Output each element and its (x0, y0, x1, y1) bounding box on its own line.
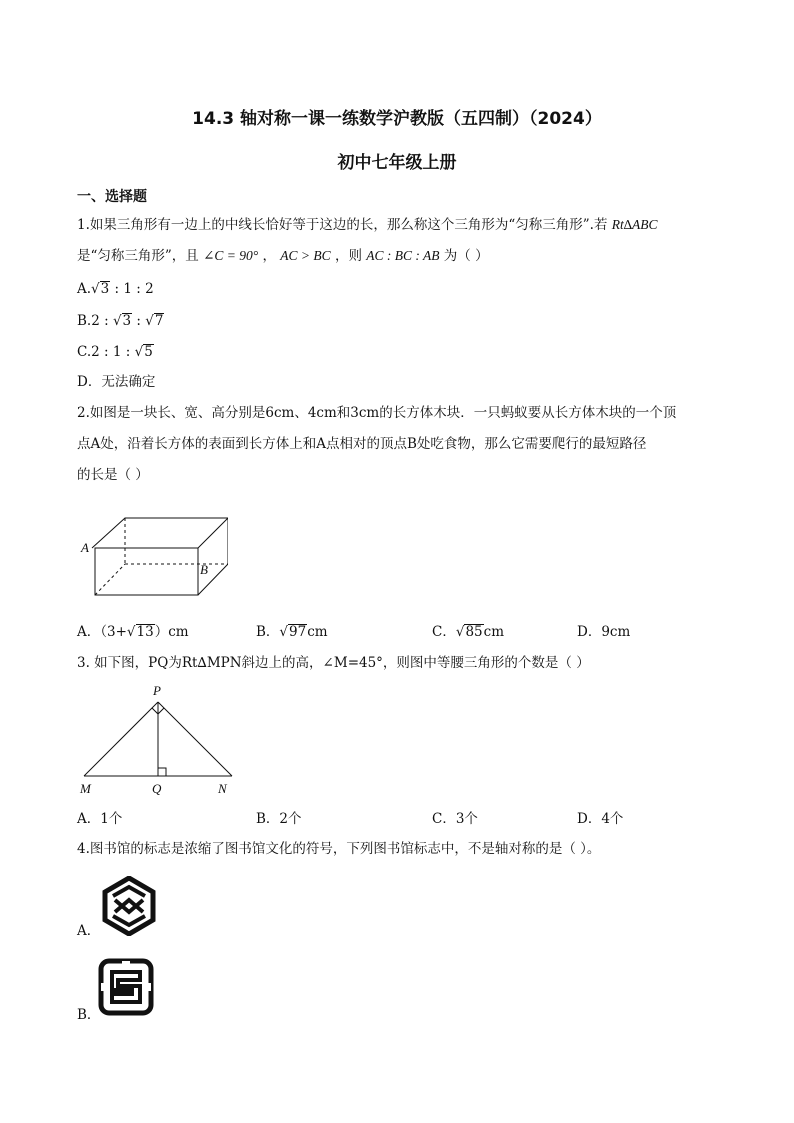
q1-angle-c: ∠C = 90° (203, 248, 259, 263)
page-subtitle: 初中七年级上册 (337, 153, 457, 173)
page-title: 14.3 轴对称一课一练数学沪教版（五四制）（2024） (192, 109, 602, 129)
q1-line2-b: ，则 (330, 248, 367, 264)
q2-option-b-radicand: 97 (289, 624, 307, 640)
q1-option-b-mid: : (132, 313, 146, 329)
q2-option-c[interactable] (432, 619, 504, 645)
q1-ratio: AC : BC : AB (366, 248, 440, 263)
q1-option-b-radicand-2: 7 (154, 313, 164, 329)
q1-option-b-radicand-1: 3 (122, 313, 132, 329)
triangle-side-np (158, 702, 232, 776)
sqrt-icon: √ (126, 624, 136, 640)
cuboid-top-right-edge (198, 518, 228, 548)
q1-option-a-rest: : 1 : 2 (110, 281, 154, 297)
q1-option-c-prefix: C.2 : 1 : (77, 344, 135, 360)
sqrt-icon: √ (91, 281, 100, 297)
label-n: N (218, 781, 227, 796)
q1-line2 (77, 243, 489, 269)
cuboid-front-face (95, 548, 198, 595)
q1-ac-gt-bc: AC > BC (280, 248, 331, 263)
q1-line2-c: 为（ ） (439, 248, 489, 264)
q1-line2-a: 是“匀称三角形”，且 (77, 248, 204, 264)
q3-option-b[interactable]: B．2个 (256, 811, 302, 827)
cuboid-hidden-edges (95, 518, 228, 595)
q2-option-c-suffix: cm (483, 624, 505, 640)
label-m: M (80, 781, 91, 796)
q1-option-a[interactable] (77, 276, 154, 302)
q1-line1 (77, 212, 658, 238)
library-logo-a-icon (101, 876, 157, 936)
q2-option-b[interactable] (256, 619, 328, 645)
q1-option-b[interactable] (77, 308, 164, 334)
q4-text: 4.图书馆的标志是浓缩了图书馆文化的符号，下列图书馆标志中，不是轴对称的是（ ）。 (77, 841, 601, 857)
q1-line2-sep: ， (258, 248, 281, 264)
sqrt-icon: √ (112, 313, 122, 329)
q2-line2: 点A处，沿着长方体的表面到长方体上和A点相对的顶点B处吃食物，那么它需要爬行的最短路径 (77, 436, 647, 452)
q2-line1: 2.如图是一块长、宽、高分别是6cm、4cm和3cm的长方体木块．一只蚂蚁要从长方体木块的一个顶 (77, 405, 677, 421)
q2-option-a-suffix: ）cm (154, 624, 189, 640)
section-heading: 一、选择题 (77, 189, 147, 205)
q1-line1-math: Rt∆ABC (611, 217, 658, 232)
label-q: Q (152, 781, 162, 796)
q2-option-b-prefix: B． (256, 624, 280, 640)
library-logo-b-icon (98, 958, 154, 1016)
triangle-diagram (76, 680, 246, 800)
q1-line1-text: 1.如果三角形有一边上的中线长恰好等于这边的长，那么称这个三角形为“匀称三角形”.若 (77, 217, 612, 233)
q3-option-d[interactable]: D．4个 (577, 811, 624, 827)
q2-option-a-radicand: 13 (136, 624, 154, 640)
q4-option-a[interactable]: A． (77, 923, 101, 939)
sqrt-icon: √ (134, 344, 144, 360)
cuboid-label-b: B (200, 562, 208, 577)
cuboid-top-edge (92, 518, 228, 548)
q2-line3: 的长是（ ） (77, 467, 149, 483)
q1-option-a-prefix: A. (77, 281, 92, 297)
q2-option-c-prefix: C． (432, 624, 456, 640)
q3-option-a[interactable]: A．1个 (77, 811, 123, 827)
right-angle-mark-q (158, 768, 166, 776)
sqrt-icon: √ (279, 624, 289, 640)
q1-option-c[interactable] (77, 339, 154, 365)
q3-option-c[interactable]: C．3个 (432, 811, 478, 827)
q1-option-a-radicand: 3 (100, 281, 110, 297)
label-p: P (153, 683, 161, 698)
q2-option-c-radicand: 85 (465, 624, 483, 640)
q2-option-d[interactable]: D．9cm (577, 624, 631, 640)
triangle-side-mp (84, 702, 158, 776)
cuboid-label-a: A (81, 540, 89, 555)
q1-option-b-prefix: B.2 : (77, 313, 113, 329)
sqrt-icon: √ (455, 624, 465, 640)
q4-option-b[interactable]: B． (77, 1007, 101, 1023)
q1-option-c-radicand: 5 (144, 344, 153, 360)
q3-text: 3. 如下图，PQ为Rt∆MPN斜边上的高，∠M=45°，则图中等腰三角形的个数是（ ） (77, 655, 590, 671)
q2-option-a-prefix: A．（3+ (77, 624, 127, 640)
sqrt-icon: √ (145, 313, 154, 329)
q2-option-b-suffix: cm (307, 624, 328, 640)
cuboid-diagram (78, 506, 228, 606)
q2-option-a[interactable] (77, 619, 189, 645)
q1-option-d[interactable]: D．无法确定 (77, 374, 156, 390)
